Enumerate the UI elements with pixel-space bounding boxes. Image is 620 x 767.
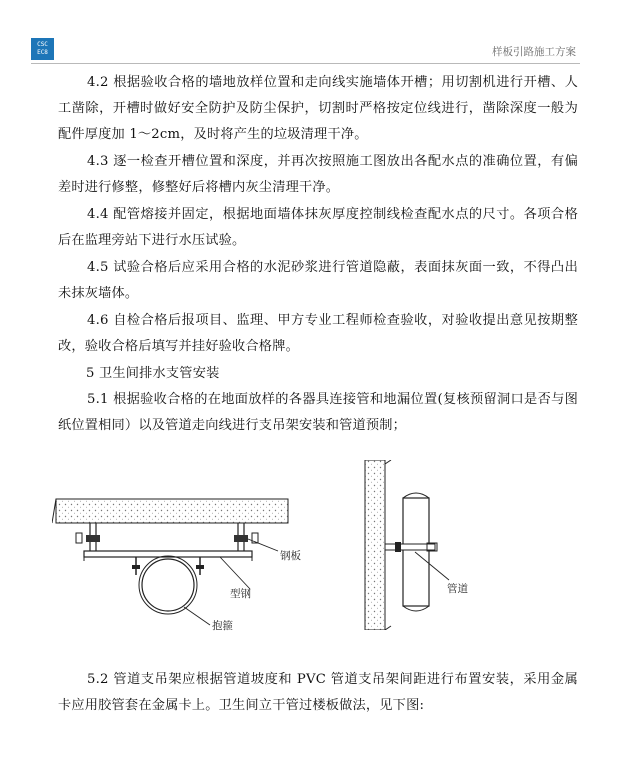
header-divider [31,63,580,64]
label-section-steel: 型钢 [230,588,251,600]
paragraph-4-3: 4.3 逐一检查开槽位置和深度，并再次按照施工图放出各配水点的准确位置，有偏差时进行修整，修整好后将槽内灰尘清理干净。 [58,154,578,195]
label-steel-plate: 钢板 [280,550,301,562]
vertical-pipe [403,498,429,606]
drain-pipe [142,559,194,611]
paragraph-5-2: 5.2 管道支吊架应根据管道坡度和 PVC 管道支吊架间距进行布置安装，采用金属卡应用胶管套在金属卡上。卫生间立干管过楼板做法，见下图: [58,672,578,713]
hanger-support-diagram [52,485,302,645]
pipe-clamp [139,556,197,614]
left-bracket [86,535,100,542]
logo-line-1: CSC [37,41,48,48]
paragraph-4-5: 4.5 试验合格后应采用合格的水泥砂浆进行管道隐蔽，表面抹灰面一致，不得凸出未抹灰墙体。 [58,260,578,301]
paragraph-4-6: 4.6 自检合格后报项目、监理、甲方专业工程师检查验收，对验收提出意见按期整改，验收合格后填写并挂好验收合格牌。 [58,313,578,354]
concrete-slab [56,499,288,523]
label-pipe: 管道 [447,583,468,595]
document-header-title: 样板引路施工方案 [492,46,576,58]
wall-pipe-support-diagram [355,460,505,630]
company-logo [31,38,54,60]
section-heading-5: 5 卫生间排水支管安装 [86,366,220,381]
logo-line-2: EC8 [37,49,48,56]
paragraph-4-2: 4.2 根据验收合格的墙地放样位置和走向线实施墙体开槽；用切割机进行开槽、人工凿除，开槽时做好安全防护及防尘保护，切割时严格按定位线进行，凿除深度一般为配件厚度加 1～2cm，及时将产生的垃圾清理干净。 [58,75,578,142]
wall [365,460,385,630]
label-clamp: 抱箍 [212,620,233,632]
paragraph-5-1: 5.1 根据验收合格的在地面放样的各器具连接管和地漏位置(复核预留洞口是否与图纸位置相同）以及管道走向线进行支吊架安装和管道预制； [58,392,578,433]
right-bracket [234,535,248,542]
paragraph-4-4: 4.4 配管熔接并固定，根据地面墙体抹灰厚度控制线检查配水点的尺寸。各项合格后在监理旁站下进行水压试验。 [58,207,578,248]
